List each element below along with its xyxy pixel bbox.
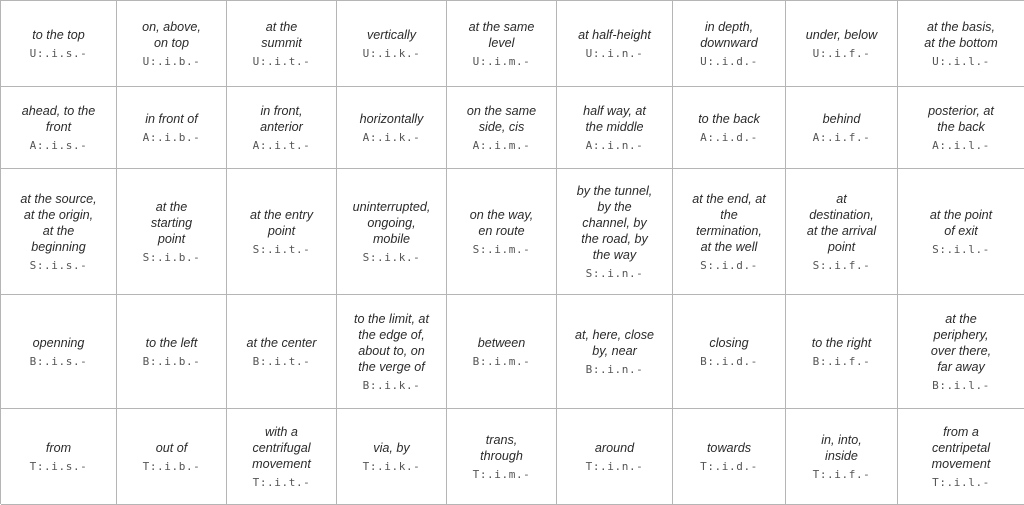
cell-gloss: vertically (367, 27, 416, 42)
table-cell (557, 409, 673, 505)
cell-gloss: at the starting point (150, 199, 193, 246)
cell-gloss: in front of (145, 111, 198, 126)
cell-code: U:.i.t.- (252, 54, 311, 68)
table-cell (673, 87, 786, 169)
cell-gloss: horizontally (359, 111, 424, 126)
cell-gloss: by the tunnel, by the channel, by the road, by the way (576, 183, 653, 262)
cell-gloss: between (477, 335, 526, 350)
cell-code: S:.i.t.- (252, 242, 311, 256)
cell-gloss: on the same side, cis (466, 103, 537, 134)
cell-code: B:.i.t.- (252, 354, 311, 368)
table-cell (557, 169, 673, 295)
table-cell (117, 1, 227, 87)
cell-gloss: behind (822, 111, 861, 126)
table-cell (898, 409, 1024, 505)
table-cell (673, 295, 786, 409)
cell-code: T:.i.k.- (362, 459, 421, 473)
cell-code: S:.i.s.- (29, 258, 88, 272)
cell-gloss: posterior, at the back (928, 103, 994, 134)
cell-code: B:.i.s.- (29, 354, 88, 368)
table-cell (117, 87, 227, 169)
table-cell (337, 87, 447, 169)
table-cell (557, 295, 673, 409)
cell-code: B:.i.d.- (700, 354, 758, 368)
table-cell (337, 409, 447, 505)
cell-code: A:.i.k.- (362, 130, 421, 144)
table-cell (786, 409, 898, 505)
table-cell (337, 1, 447, 87)
cell-gloss: at the source, at the origin, at the beginning (20, 191, 97, 254)
cell-code: A:.i.n.- (585, 138, 644, 152)
cell-gloss: around (594, 440, 635, 455)
table-cell (227, 87, 337, 169)
table-cell (898, 169, 1024, 295)
cell-gloss: at the basis, at the bottom (924, 19, 998, 50)
cell-code: B:.i.n.- (585, 362, 644, 376)
cell-gloss: towards (706, 440, 752, 455)
cell-code: T:.i.t.- (252, 475, 311, 489)
cell-code: B:.i.m.- (472, 354, 531, 368)
cell-code: U:.i.b.- (142, 54, 201, 68)
cell-code: A:.i.t.- (252, 138, 311, 152)
cell-code: S:.i.f.- (812, 258, 871, 272)
table-cell (337, 295, 447, 409)
cell-code: T:.i.l.- (932, 475, 990, 489)
cell-code: B:.i.k.- (362, 378, 421, 392)
cell-gloss: in depth, downward (700, 19, 758, 50)
cell-code: S:.i.d.- (700, 258, 758, 272)
cell-code: A:.i.d.- (700, 130, 758, 144)
table-cell (1, 87, 117, 169)
table-cell (447, 409, 557, 505)
cell-gloss: at destination, at the arrival point (806, 191, 877, 254)
cell-gloss: via, by (373, 440, 410, 455)
table-cell (1, 169, 117, 295)
cell-gloss: uninterrupted, ongoing, mobile (352, 199, 431, 246)
cell-gloss: to the right (811, 335, 872, 350)
cell-gloss: at the summit (261, 19, 302, 50)
cell-gloss: at the periphery, over there, far away (930, 311, 992, 374)
cell-gloss: in, into, inside (821, 432, 862, 463)
table-cell (786, 295, 898, 409)
cell-gloss: to the limit, at the edge of, about to, on the verge of (354, 311, 429, 374)
table-cell (447, 169, 557, 295)
cell-code: T:.i.m.- (472, 467, 531, 481)
cell-gloss: to the left (145, 335, 198, 350)
table-cell (673, 409, 786, 505)
cell-code: S:.i.n.- (585, 266, 644, 280)
table-cell (557, 1, 673, 87)
cell-code: T:.i.n.- (585, 459, 644, 473)
cell-code: T:.i.s.- (29, 459, 88, 473)
cell-code: U:.i.n.- (585, 46, 644, 60)
table-cell (786, 87, 898, 169)
cell-gloss: to the back (698, 111, 760, 126)
cell-gloss: under, below (805, 27, 878, 42)
cell-gloss: at the entry point (249, 207, 313, 238)
table-cell (227, 169, 337, 295)
cell-gloss: with a centrifugal movement (252, 424, 311, 471)
cell-gloss: from a centripetal movement (931, 424, 991, 471)
cell-gloss: at the point of exit (929, 207, 993, 238)
cell-code: A:.i.m.- (472, 138, 531, 152)
cell-gloss: trans, through (480, 432, 523, 463)
cell-code: U:.i.f.- (812, 46, 871, 60)
cell-gloss: in front, anterior (260, 103, 303, 134)
cell-gloss: closing (709, 335, 749, 350)
cell-code: A:.i.b.- (142, 130, 201, 144)
table-cell (1, 409, 117, 505)
table-cell (337, 169, 447, 295)
cell-code: A:.i.f.- (812, 130, 871, 144)
table-cell (117, 409, 227, 505)
cell-gloss: on the way, en route (469, 207, 534, 238)
cell-gloss: at the center (246, 335, 317, 350)
cell-gloss: at the same level (468, 19, 535, 50)
cell-code: U:.i.k.- (362, 46, 421, 60)
table-cell (117, 295, 227, 409)
cell-gloss: to the top (32, 27, 85, 42)
table-cell (673, 169, 786, 295)
cell-gloss: at half-height (578, 27, 651, 42)
cell-gloss: from (45, 440, 72, 455)
table-cell (898, 87, 1024, 169)
table-cell (447, 1, 557, 87)
cell-code: U:.i.s.- (29, 46, 88, 60)
table-cell (227, 409, 337, 505)
table-cell (447, 295, 557, 409)
cell-code: B:.i.l.- (932, 378, 990, 392)
cell-gloss: half way, at the middle (583, 103, 646, 134)
table-cell (227, 295, 337, 409)
cell-gloss: on, above, on top (142, 19, 201, 50)
cell-code: T:.i.f.- (812, 467, 871, 481)
cell-gloss: at the end, at the termination, at the well (692, 191, 766, 254)
cell-code: S:.i.k.- (362, 250, 421, 264)
cell-code: U:.i.m.- (472, 54, 531, 68)
cell-code: T:.i.d.- (700, 459, 758, 473)
table-cell (227, 1, 337, 87)
cell-code: A:.i.s.- (29, 138, 88, 152)
cell-code: U:.i.l.- (932, 54, 990, 68)
cell-gloss: out of (155, 440, 188, 455)
cell-code: S:.i.b.- (142, 250, 201, 264)
cell-code: U:.i.d.- (700, 54, 758, 68)
cell-code: S:.i.m.- (472, 242, 531, 256)
table-cell (1, 295, 117, 409)
table-cell (786, 1, 898, 87)
table-cell (673, 1, 786, 87)
cell-gloss: at, here, close by, near (574, 327, 655, 358)
cell-code: B:.i.f.- (812, 354, 871, 368)
cell-code: B:.i.b.- (142, 354, 201, 368)
cell-code: A:.i.l.- (932, 138, 990, 152)
cell-gloss: openning (32, 335, 85, 350)
table-cell (447, 87, 557, 169)
table-cell (117, 169, 227, 295)
table-cell (557, 87, 673, 169)
cell-code: T:.i.b.- (142, 459, 201, 473)
table-cell (1, 1, 117, 87)
cell-gloss: ahead, to the front (21, 103, 96, 134)
table-cell (786, 169, 898, 295)
cell-code: S:.i.l.- (932, 242, 990, 256)
table-cell (898, 1, 1024, 87)
table-cell (898, 295, 1024, 409)
